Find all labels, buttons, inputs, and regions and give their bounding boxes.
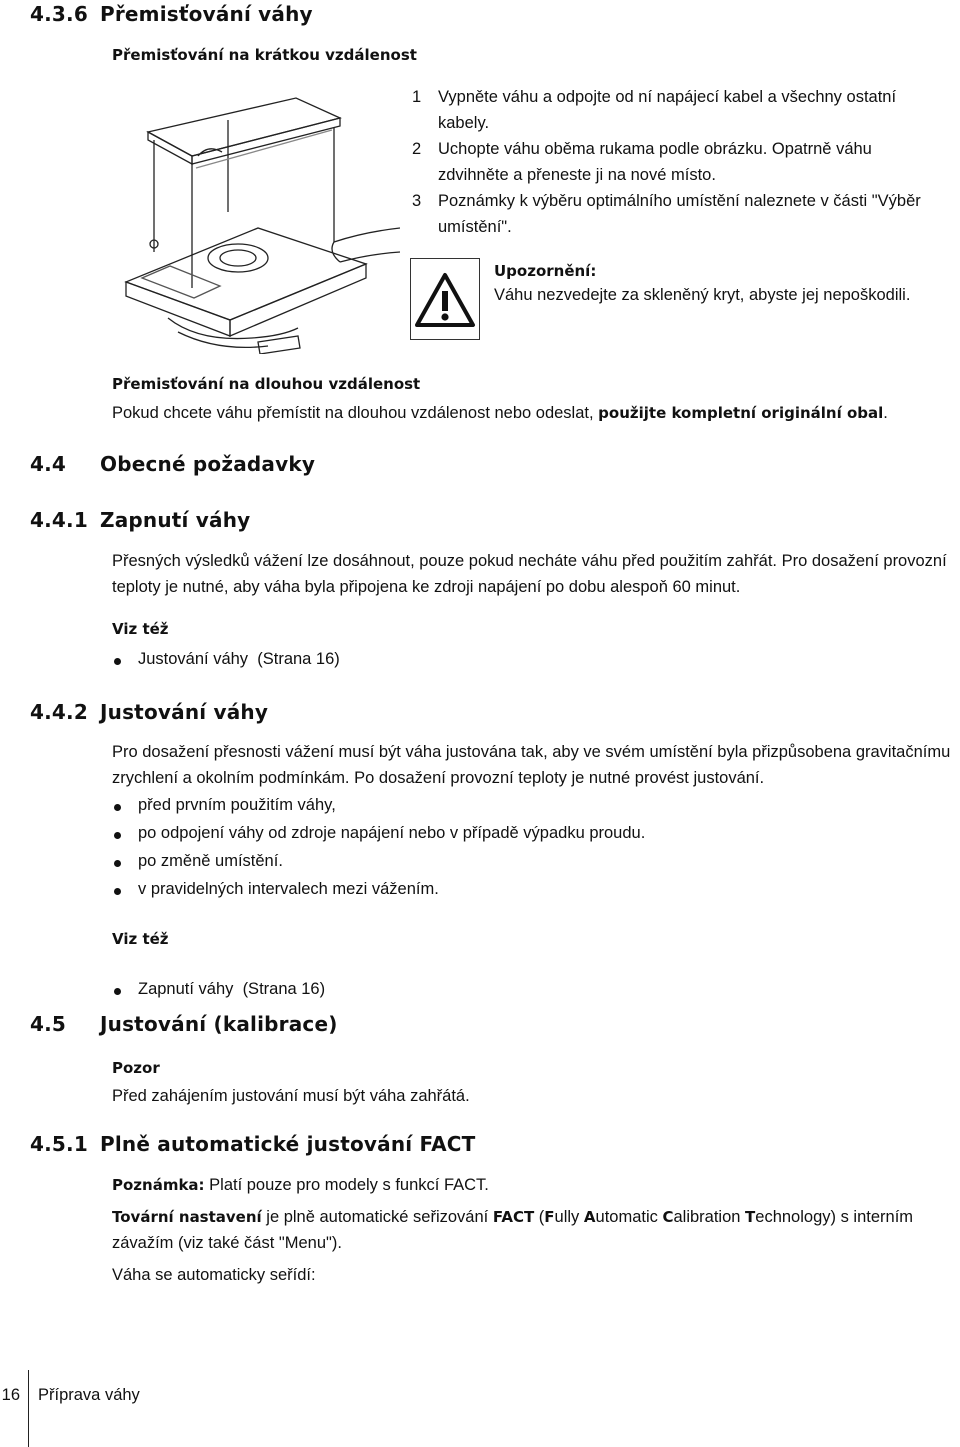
section-number: 4.4.2 <box>30 700 88 724</box>
c-bold: C <box>662 1208 674 1226</box>
section-heading-4-5-1 <box>30 1132 475 1156</box>
fact-bold: FACT <box>492 1208 535 1226</box>
section-title: Obecné požadavky <box>100 452 316 476</box>
note-line <box>112 1172 489 1198</box>
f-rest: ully <box>554 1208 580 1226</box>
section-number: 4.3.6 <box>30 2 88 26</box>
link-page: (Strana 16) <box>257 650 340 668</box>
link-text[interactable]: Zapnutí váhy <box>138 980 234 998</box>
section-title: Justování váhy <box>100 700 269 724</box>
section-title: Zapnutí váhy <box>100 508 251 532</box>
step-text: Poznámky k výběru optimálního umístění naleznete v části "Výběr umístění". <box>438 192 921 236</box>
long-bold: použijte kompletní originální obal <box>598 404 884 422</box>
caution-title: Pozor <box>112 1059 160 1077</box>
note-label: Poznámka: <box>112 1176 205 1194</box>
link-page: (Strana 16) <box>242 980 326 998</box>
step-text: Uchopte váhu oběma rukama podle obrázku. Opatrně váhu zdvihněte a přeneste ji na nové místo. <box>438 140 872 184</box>
section-title: Plně automatické justování FACT <box>100 1132 476 1156</box>
section-number: 4.5 <box>30 1012 67 1036</box>
step-number: 2 <box>412 140 422 158</box>
see-also-link[interactable] <box>112 650 960 669</box>
list-item: po odpojení váhy od zdroje napájení nebo v případě výpadku proudu. <box>112 824 645 852</box>
factory-text: je plně automatické seřizování <box>266 1208 489 1226</box>
balance-carrying-illustration <box>108 92 400 354</box>
step-number: 3 <box>412 192 422 210</box>
a-bold: A <box>583 1208 596 1226</box>
warning-title: Upozornění: <box>494 262 597 280</box>
page-number: 16 <box>1 1386 20 1404</box>
c-rest: alibration <box>673 1208 741 1226</box>
warning-text: Váhu nezvedejte za skleněný kryt, abyste jej nepoškodili. <box>494 286 911 304</box>
s441-paragraph: Přesných výsledků vážení lze dosáhnout, pouze pokud necháte váhu před použitím zahřát. Pro dosažení provozní teploty je nutné, aby váha byla připojena ke zdroji napájení po dobu alespoň 60 minut. <box>112 552 947 596</box>
paren: ( <box>538 1208 545 1226</box>
section-heading-4-4-1 <box>30 508 250 532</box>
section-number: 4.4.1 <box>30 508 88 532</box>
t-bold: T <box>745 1208 756 1226</box>
long-text: Pokud chcete váhu přemístit na dlouhou vzdálenost nebo odeslat, <box>112 404 594 422</box>
a-rest: utomatic <box>595 1208 658 1226</box>
see-also-label: Viz též <box>112 620 169 638</box>
subheading-long-distance: Přemisťování na dlouhou vzdálenost <box>112 375 421 393</box>
list-item: v pravidelných intervalech mezi vážením. <box>112 880 645 908</box>
s442-paragraph: Pro dosažení přesnosti vážení musí být váha justována tak, aby ve svém umístění byla přizpůsobena gravitačnímu zrychlení a okolním podmínkám. Po dosažení provozní teploty je nutné provést justování. <box>112 743 951 787</box>
t-rest: echnology) s interním závažím (viz také část "Menu"). <box>112 1208 914 1252</box>
section-number: 4.5.1 <box>30 1132 88 1156</box>
section-title: Přemisťování váhy <box>100 2 313 26</box>
chapter-name: Příprava váhy <box>38 1386 140 1404</box>
list-item <box>412 84 942 136</box>
steps-list <box>412 84 942 240</box>
list-item <box>412 136 942 188</box>
f-bold: F <box>544 1208 555 1226</box>
section-title: Justování (kalibrace) <box>100 1012 338 1036</box>
see-also-link[interactable] <box>112 980 960 999</box>
warning-icon-box <box>410 258 480 340</box>
section-number: 4.4 <box>30 452 67 476</box>
caution-text: Před zahájením justování musí být váha zahřátá. <box>112 1087 470 1105</box>
section-heading-4-3-6 <box>30 2 313 26</box>
subheading-short-distance: Přemisťování na krátkou vzdálenost <box>112 46 417 64</box>
list-item <box>412 188 942 240</box>
note-text: Platí pouze pro modely s funkcí FACT. <box>209 1176 489 1194</box>
factory-paragraph <box>112 1204 957 1256</box>
link-text[interactable]: Justování váhy <box>138 650 249 668</box>
long-end: . <box>883 404 888 422</box>
long-distance-text <box>112 400 952 426</box>
list-item: před prvním použitím váhy, <box>112 796 645 824</box>
footer-divider <box>28 1370 29 1447</box>
factory-label: Tovární nastavení <box>112 1208 262 1226</box>
auto-adjust-text: Váha se automaticky seřídí: <box>112 1266 316 1284</box>
warning-icon <box>411 259 479 339</box>
section-heading-4-4-2 <box>30 700 268 724</box>
step-text: Vypněte váhu a odpojte od ní napájecí kabel a všechny ostatní kabely. <box>438 88 897 132</box>
section-heading-4-4 <box>30 452 315 476</box>
list-item: po změně umístění. <box>112 852 645 880</box>
step-number: 1 <box>412 88 422 106</box>
section-heading-4-5 <box>30 1012 338 1036</box>
s442-bullets <box>112 796 645 908</box>
see-also-label: Viz též <box>112 930 169 948</box>
